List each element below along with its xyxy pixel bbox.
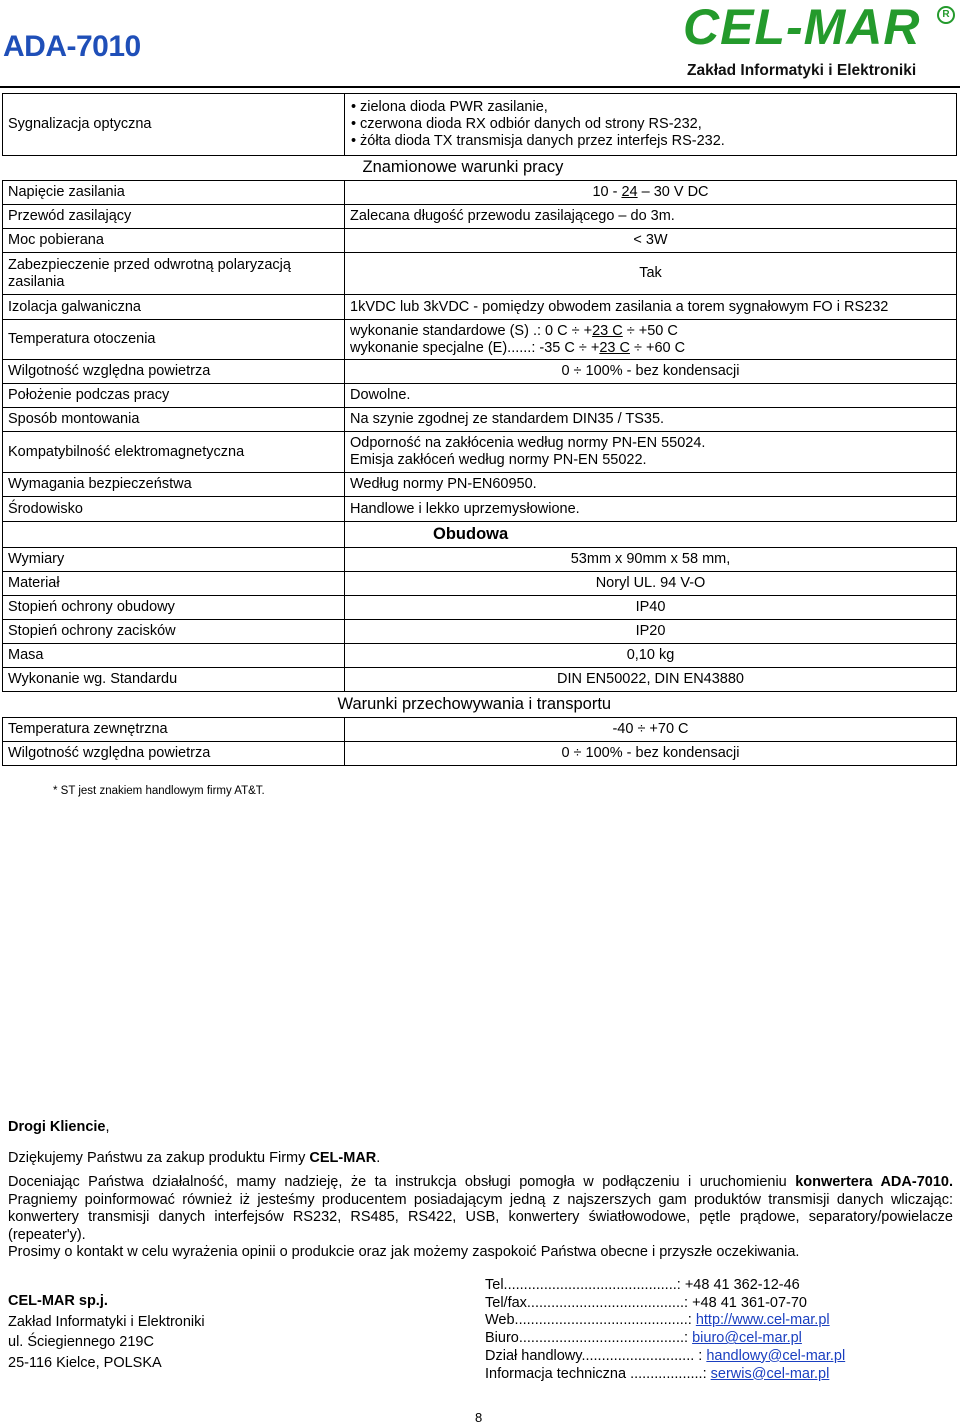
logo-subtitle: Zakład Informatyki i Elektroniki <box>687 62 917 79</box>
contact-support: Informacja techniczna ..................: serwis@cel-mar.pl <box>485 1365 830 1382</box>
reverse-polarity-value: Tak <box>345 253 957 295</box>
supply-voltage-label: Napięcie zasilania <box>3 181 345 205</box>
document-title: ADA-7010 <box>3 30 141 63</box>
logo-wordmark: CEL-MAR <box>683 0 921 55</box>
ip-housing-value: IP40 <box>345 596 957 620</box>
table-row <box>3 205 957 229</box>
standard-value: DIN EN50022, DIN EN43880 <box>345 668 957 692</box>
table-row <box>3 320 957 360</box>
ambient-temp-value: wykonanie standardowe (S) .: 0 C ÷ +23 C ÷ +50 C wykonanie specjalne (E)......: -35 C ÷ +23 C ÷ +60 C <box>345 320 957 360</box>
contact-list <box>485 1277 845 1383</box>
letter-thanks: Dziękujemy Państwu za zakup produktu Firmy CEL-MAR. <box>8 1150 381 1166</box>
safety-value: Według normy PN-EN60950. <box>345 473 957 497</box>
list-item: • żółta dioda TX transmisja danych przez interfejs RS-232. <box>360 133 951 150</box>
ip-terminals-value: IP20 <box>345 620 957 644</box>
ip-terminals-label: Stopień ochrony zacisków <box>3 620 345 644</box>
ext-temp-value: -40 ÷ +70 C <box>345 718 957 742</box>
table-row <box>3 408 957 432</box>
table-row <box>3 295 957 320</box>
table-row <box>3 742 957 766</box>
table-row <box>3 360 957 384</box>
company-division: Zakład Informatyki i Elektroniki <box>8 1313 205 1330</box>
material-label: Materiał <box>3 572 345 596</box>
table-row <box>3 473 957 497</box>
page-number: 8 <box>475 1410 483 1425</box>
cel-mar-logo <box>683 0 958 84</box>
company-name: CEL-MAR sp.j. <box>8 1293 108 1309</box>
registered-mark-icon: R <box>937 6 955 24</box>
table-row <box>3 94 957 156</box>
ext-temp-label: Temperatura zewnętrzna <box>3 718 345 742</box>
company-address <box>8 1291 205 1373</box>
trademark-note: * ST jest znakiem handlowym firmy AT&T. <box>53 785 265 797</box>
power-value: < 3W <box>345 229 957 253</box>
position-label: Położenie podczas pracy <box>3 384 345 408</box>
table-row <box>3 620 957 644</box>
company-city: 25-116 Kielce, POLSKA <box>8 1354 162 1371</box>
optical-value <box>345 94 957 156</box>
environment-label: Środowisko <box>3 497 345 522</box>
list-item: • zielona dioda PWR zasilanie, <box>360 99 951 116</box>
letter-greeting: Drogi Kliencie, <box>8 1119 110 1135</box>
table-row <box>3 596 957 620</box>
table-row <box>3 522 957 548</box>
ambient-temp-label: Temperatura otoczenia <box>3 320 345 360</box>
table-row <box>3 668 957 692</box>
humidity-label: Wilgotność względna powietrza <box>3 360 345 384</box>
table-row <box>3 253 957 295</box>
list-item: • czerwona dioda RX odbiór danych od strony RS-232, <box>360 116 951 133</box>
specification-table <box>2 93 957 766</box>
mass-label: Masa <box>3 644 345 668</box>
safety-label: Wymagania bezpieczeństwa <box>3 473 345 497</box>
isolation-label: Izolacja galwaniczna <box>3 295 345 320</box>
table-row <box>3 718 957 742</box>
company-street: ul. Ściegiennego 219C <box>8 1334 154 1350</box>
supply-cable-label: Przewód zasilający <box>3 205 345 229</box>
supply-cable-value: Zalecana długość przewodu zasilającego – do 3m. <box>345 205 957 229</box>
power-label: Moc pobierana <box>3 229 345 253</box>
table-row <box>3 572 957 596</box>
table-row <box>3 548 957 572</box>
contact-sales: Dział handlowy............................ : handlowy@cel-mar.pl <box>485 1347 846 1364</box>
section-heading-storage: Warunki przechowywania i transportu <box>337 694 612 713</box>
emc-value: Odporność na zakłócenia według normy PN-EN 55024. Emisja zakłóceń według normy PN-EN 55022. <box>345 432 957 473</box>
isolation-value: 1kVDC lub 3kVDC - pomiędzy obwodem zasilania a torem sygnałowym FO i RS232 <box>345 295 957 320</box>
letter-body: Doceniając Państwa działalność, mamy nadzieję, że ta instrukcja obsługi pomogła w podłączeniu i uruchomieniu konwertera ADA-7010. Pragniemy poinformować również iż jesteśmy producentem posiadającym jedną z najszerszych gam produktów transmisji danych wliczając: konwertery transmisji danych interfejsów RS232, RS485, RS422, USB, konwertery światłowodowe, pętle prądowe, separatory/powielacze (repeater'y). Prosimy o kontakt w celu wyrażenia opinii o produkcie oraz jak możemy zaspokoić Państwa obecne i przyszłe oczekiwania. <box>8 1174 953 1260</box>
mounting-label: Sposób montowania <box>3 408 345 432</box>
table-row <box>3 229 957 253</box>
optical-list <box>350 99 951 150</box>
section-heading-rated: Znamionowe warunki pracy <box>362 158 564 176</box>
contact-web: Web...........................................: http://www.cel-mar.pl <box>485 1312 830 1329</box>
section-heading-housing: Obudowa <box>433 524 509 543</box>
table-row <box>3 156 957 181</box>
material-value: Noryl UL. 94 V-O <box>345 572 957 596</box>
web-link[interactable]: http://www.cel-mar.pl <box>695 1312 830 1329</box>
mass-value: 0,10 kg <box>345 644 957 668</box>
position-value: Dowolne. <box>345 384 957 408</box>
contact-fax: Tel/fax.......................................: +48 41 361-07-70 <box>485 1294 807 1311</box>
table-row <box>3 692 957 718</box>
contact-office: Biuro.........................................: biuro@cel-mar.pl <box>485 1330 802 1347</box>
dimensions-value: 53mm x 90mm x 58 mm, <box>345 548 957 572</box>
dimensions-label: Wymiary <box>3 548 345 572</box>
table-row <box>3 644 957 668</box>
supply-voltage-value: 10 - 24 – 30 V DC <box>345 181 957 205</box>
standard-label: Wykonanie wg. Standardu <box>3 668 345 692</box>
header-divider <box>0 86 960 88</box>
environment-value: Handlowe i lekko uprzemysłowione. <box>345 497 957 522</box>
mounting-value: Na szynie zgodnej ze standardem DIN35 / TS35. <box>345 408 957 432</box>
humidity-value: 0 ÷ 100% - bez kondensacji <box>345 360 957 384</box>
table-row <box>3 497 957 522</box>
table-row <box>3 432 957 473</box>
emc-label: Kompatybilność elektromagnetyczna <box>3 432 345 473</box>
support-email-link[interactable]: serwis@cel-mar.pl <box>710 1365 830 1382</box>
optical-label: Sygnalizacja optyczna <box>3 94 345 156</box>
ip-housing-label: Stopień ochrony obudowy <box>3 596 345 620</box>
office-email-link[interactable]: biuro@cel-mar.pl <box>692 1330 802 1347</box>
sales-email-link[interactable]: handlowy@cel-mar.pl <box>706 1347 846 1364</box>
storage-humidity-value: 0 ÷ 100% - bez kondensacji <box>345 742 957 766</box>
reverse-polarity-label: Zabezpieczenie przed odwrotną polaryzacją zasilania <box>3 253 345 295</box>
storage-humidity-label: Wilgotność względna powietrza <box>3 742 345 766</box>
table-row <box>3 384 957 408</box>
contact-phone: Tel...........................................: +48 41 362-12-46 <box>485 1277 800 1293</box>
table-row <box>3 181 957 205</box>
